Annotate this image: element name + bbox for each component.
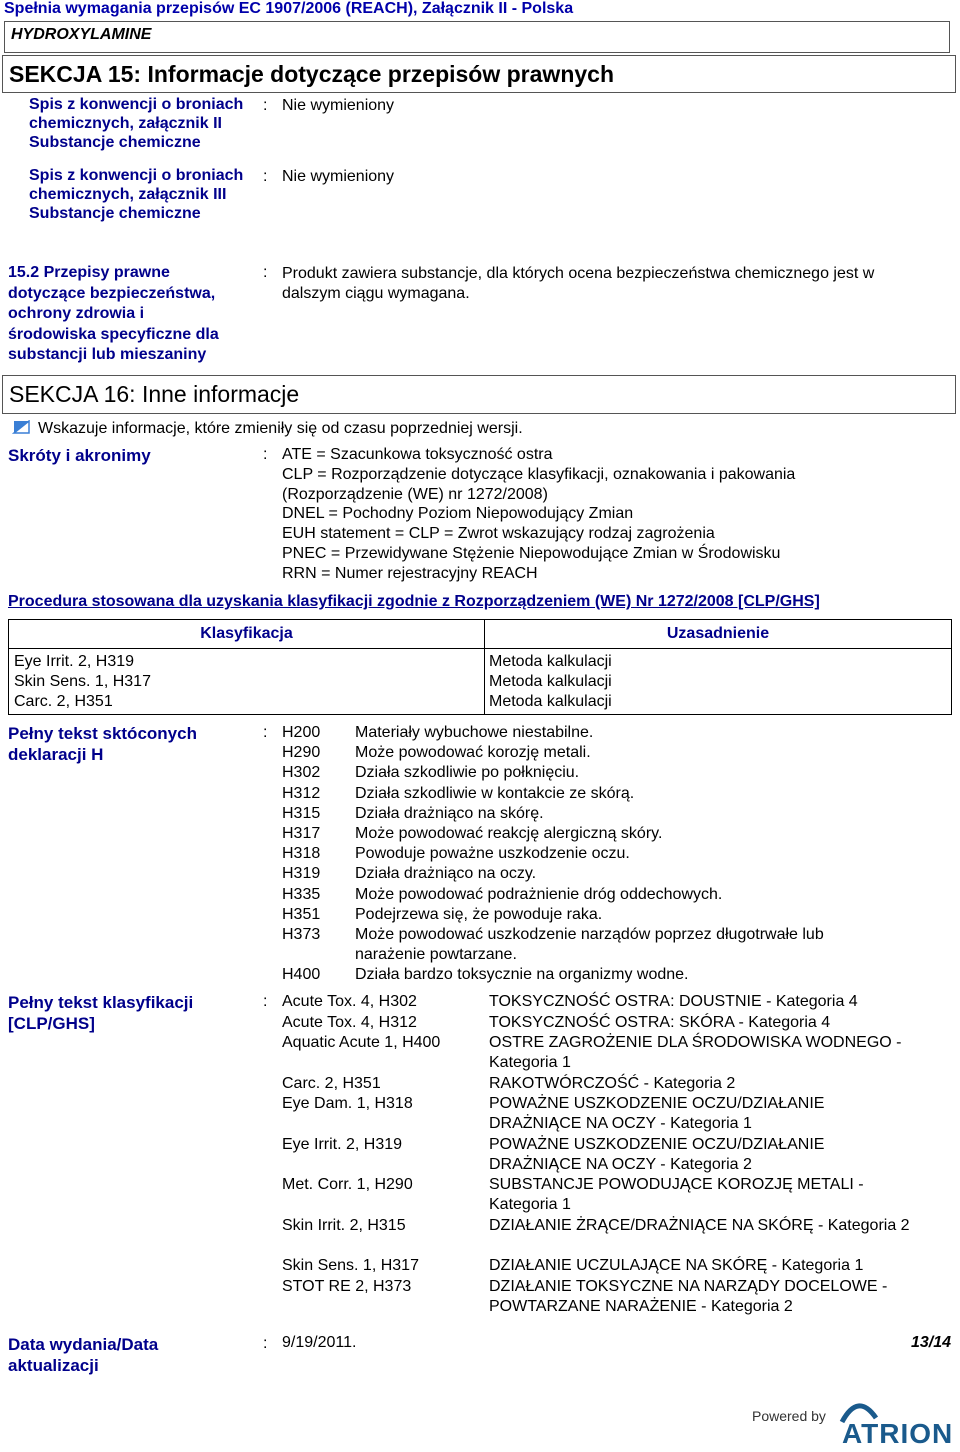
h-statements-label — [8, 723, 197, 765]
abbrev-item: CLP = Rozporządzenie dotyczące klasyfikacji, oznakowania i pakowania — [282, 465, 796, 483]
cwc-annex2-value: Nie wymieniony — [282, 97, 395, 114]
abbreviations-label: Skróty i akronimy — [8, 446, 151, 465]
label-line: dotyczące bezpieczeństwa, — [8, 284, 216, 302]
h-statement-row — [282, 844, 915, 864]
classification-row — [282, 1094, 949, 1135]
label-line: Pełny tekst klasyfikacji — [8, 993, 194, 1012]
h-statement-row — [282, 743, 915, 763]
label-line: ochrony zdrowia i — [8, 305, 145, 322]
classification-row — [282, 1135, 949, 1176]
class-code: Eye Irrit. 2, H319 — [282, 1135, 403, 1153]
classification-item: Eye Irrit. 2, H319 — [14, 653, 135, 670]
class-text: DZIAŁANIE ŻRĄCE/DRAŻNIĄCE NA SKÓRĘ - Kategoria 2 — [489, 1216, 910, 1234]
abbrev-item: PNEC = Przewidywane Stężenie Niepowodujące Zmian w Środowisku — [282, 544, 781, 562]
classification-row — [282, 1033, 949, 1074]
h-code: H373 — [282, 925, 321, 943]
label-line: aktualizacji — [8, 1356, 99, 1375]
h-code: H317 — [282, 824, 321, 842]
cwc-annex2-label — [29, 95, 243, 152]
abbrev-item: EUH statement = CLP = Zwrot wskazujący rodzaj zagrożenia — [282, 525, 715, 543]
label-line: środowiska specyficzne dla — [8, 325, 219, 343]
classification-row — [282, 992, 949, 1013]
h-text: Może powodować reakcję alergiczną skóry. — [355, 824, 663, 842]
abbreviations-list — [282, 445, 795, 584]
class-code: Acute Tox. 4, H302 — [282, 993, 417, 1010]
section-15-2-value — [282, 264, 874, 304]
classification-row — [282, 1256, 949, 1277]
class-text: TOKSYCZNOŚĆ OSTRA: DOUSTNIE - Kategoria 4 — [489, 993, 858, 1010]
h-code: H302 — [282, 764, 321, 782]
class-code: Skin Irrit. 2, H315 — [282, 1216, 406, 1234]
issue-date-label — [8, 1334, 158, 1376]
cwc-annex3-value: Nie wymieniony — [282, 168, 395, 185]
classification-item: Skin Sens. 1, H317 — [14, 673, 151, 690]
h-code: H319 — [282, 865, 321, 883]
h-code: H290 — [282, 744, 321, 762]
h-code: H318 — [282, 845, 321, 863]
h-text: Działa drażniąco na skórę. — [355, 804, 544, 822]
label-line: deklaracji H — [8, 745, 104, 764]
label-line: Spis z konwencji o broniach — [29, 96, 244, 113]
h-statement-row — [282, 965, 915, 985]
justification-item: Metoda kalkulacji — [489, 693, 612, 710]
separator-colon: : — [263, 724, 268, 741]
classification-row — [282, 1074, 949, 1095]
procedure-title: Procedura stosowana dla uzyskania klasyfikacji zgodnie z Rozporządzeniem (WE) Nr 1272/2008 [CLP/GHS] — [8, 593, 820, 610]
classification-list — [282, 992, 949, 1317]
class-code: Met. Corr. 1, H290 — [282, 1176, 413, 1193]
label-line: 15.2 Przepisy prawne — [8, 264, 170, 281]
value-line: dalszym ciągu wymagana. — [282, 285, 470, 302]
h-code: H351 — [282, 905, 321, 923]
h-statement-row — [282, 864, 915, 884]
header-label: Klasyfikacja — [200, 625, 293, 642]
abbrev-item: ATE = Szacunkowa toksyczność ostra — [282, 446, 553, 463]
class-code: Skin Sens. 1, H317 — [282, 1257, 419, 1274]
table-header-justification — [484, 619, 952, 649]
class-text: SUBSTANCJE POWODUJĄCE KOROZJĘ METALI - Kategoria 1 — [489, 1176, 864, 1213]
h-text: Działa drażniąco na oczy. — [355, 865, 537, 883]
abbrev-item: RRN = Numer rejestracyjny REACH — [282, 564, 538, 582]
classification-row — [282, 1013, 949, 1034]
label-line: [CLP/GHS] — [8, 1014, 95, 1033]
powered-by-logo — [752, 1398, 958, 1448]
h-statement-row — [282, 905, 915, 925]
separator-colon: : — [263, 993, 268, 1010]
page-number: 13/14 — [910, 1334, 951, 1351]
value-line: Produkt zawiera substancje, dla których ocena bezpieczeństwa chemicznego jest w — [282, 265, 875, 282]
class-text: POWAŻNE USZKODZENIE OCZU/DZIAŁANIE DRAŻNIĄCE NA OCZY - Kategoria 2 — [489, 1135, 825, 1173]
product-name: HYDROXYLAMINE — [11, 26, 152, 43]
h-statement-row — [282, 763, 915, 783]
separator-colon: : — [263, 264, 268, 281]
h-code: H315 — [282, 804, 321, 822]
document-header-title: Spełnia wymagania przepisów EC 1907/2006 (REACH), Załącznik II - Polska — [4, 0, 574, 17]
h-text: Działa szkodliwie w kontakcie ze skórą. — [355, 784, 635, 802]
change-note: Wskazuje informacje, które zmieniły się od czasu poprzedniej wersji. — [38, 420, 523, 437]
abbrev-item: DNEL = Pochodny Poziom Niepowodujący Zmian — [282, 505, 634, 523]
label-line: Data wydania/Data — [8, 1335, 159, 1354]
class-code: STOT RE 2, H373 — [282, 1277, 412, 1295]
h-text: Powoduje poważne uszkodzenie oczu. — [355, 845, 630, 863]
separator-colon: : — [263, 1335, 268, 1352]
h-text: Może powodować uszkodzenie narządów poprzez długotrwałe lub narażenie powtarzane. — [355, 925, 824, 964]
product-name-box — [4, 21, 950, 53]
section-15-2-label — [8, 263, 219, 366]
abbrev-item: (Rozporządzenie (WE) nr 1272/2008) — [282, 485, 548, 503]
label-line: substancji lub mieszaniny — [8, 346, 207, 363]
h-statement-row — [282, 784, 915, 804]
h-statements-list — [282, 723, 915, 985]
section-15-header — [2, 55, 956, 93]
class-code: Carc. 2, H351 — [282, 1074, 381, 1092]
class-code: Aquatic Acute 1, H400 — [282, 1034, 441, 1051]
label-line: Spis z konwencji o broniach — [29, 167, 244, 184]
table-cell-classifications — [8, 649, 485, 715]
section-16-title: SEKCJA 16: Inne informacje — [9, 381, 300, 407]
issue-date-value: 9/19/2011. — [282, 1334, 357, 1351]
class-text: RAKOTWÓRCZOŚĆ - Kategoria 2 — [489, 1074, 736, 1092]
h-text: Materiały wybuchowe niestabilne. — [355, 724, 594, 741]
section-15-title: SEKCJA 15: Informacje dotyczące przepisów prawnych — [9, 61, 614, 87]
label-line: Pełny tekst sktóconych — [8, 724, 197, 743]
label-line: Substancje chemiczne — [29, 134, 201, 151]
label-line: chemicznych, załącznik III — [29, 186, 227, 203]
class-text: POWAŻNE USZKODZENIE OCZU/DZIAŁANIE DRAŻNIĄCE NA OCZY - Kategoria 1 — [489, 1095, 825, 1132]
h-statement-row — [282, 925, 915, 965]
header-label: Uzasadnienie — [666, 625, 770, 642]
classification-row — [282, 1277, 949, 1318]
powered-by-text: Powered by — [752, 1408, 826, 1424]
h-code: H312 — [282, 784, 321, 802]
class-text: TOKSYCZNOŚĆ OSTRA: SKÓRA - Kategoria 4 — [489, 1013, 831, 1031]
label-line: Substancje chemiczne — [29, 205, 201, 222]
justification-item: Metoda kalkulacji — [489, 653, 612, 670]
h-statement-row — [282, 723, 915, 743]
justification-item: Metoda kalkulacji — [489, 673, 612, 690]
table-cell-justifications — [484, 649, 952, 715]
classification-row — [282, 1175, 949, 1216]
class-code: Acute Tox. 4, H312 — [282, 1013, 417, 1031]
change-marker-icon — [12, 420, 30, 434]
table-header-classification — [8, 619, 485, 649]
h-text: Działa bardzo toksycznie na organizmy wodne. — [355, 966, 689, 984]
label-line: chemicznych, załącznik II — [29, 115, 222, 132]
h-text: Podejrzewa się, że powoduje raka. — [355, 905, 603, 923]
classification-item: Carc. 2, H351 — [14, 693, 113, 710]
brand-name: ATRION — [842, 1418, 954, 1449]
section-16-header — [2, 375, 956, 414]
classification-text-label — [8, 992, 193, 1034]
separator-colon: : — [263, 446, 268, 463]
classification-row — [282, 1216, 949, 1257]
h-statement-row — [282, 804, 915, 824]
class-code: Eye Dam. 1, H318 — [282, 1095, 413, 1112]
separator-colon: : — [263, 168, 268, 185]
class-text: OSTRE ZAGROŻENIE DLA ŚRODOWISKA WODNEGO - Kategoria 1 — [489, 1034, 902, 1071]
h-text: Działa szkodliwie po połknięciu. — [355, 764, 580, 782]
h-text: Może powodować korozję metali. — [355, 744, 591, 762]
h-code: H200 — [282, 724, 321, 741]
cwc-annex3-label — [29, 166, 243, 223]
h-statement-row — [282, 885, 915, 905]
separator-colon: : — [263, 97, 268, 114]
class-text: DZIAŁANIE UCZULAJĄCE NA SKÓRĘ - Kategoria 1 — [489, 1257, 864, 1274]
h-code: H335 — [282, 885, 321, 903]
h-code: H400 — [282, 966, 321, 984]
h-statement-row — [282, 824, 915, 844]
h-text: Może powodować podrażnienie dróg oddechowych. — [355, 885, 723, 903]
class-text: DZIAŁANIE TOKSYCZNE NA NARZĄDY DOCELOWE - POWTARZANE NARAŻENIE - Kategoria 2 — [489, 1277, 888, 1315]
